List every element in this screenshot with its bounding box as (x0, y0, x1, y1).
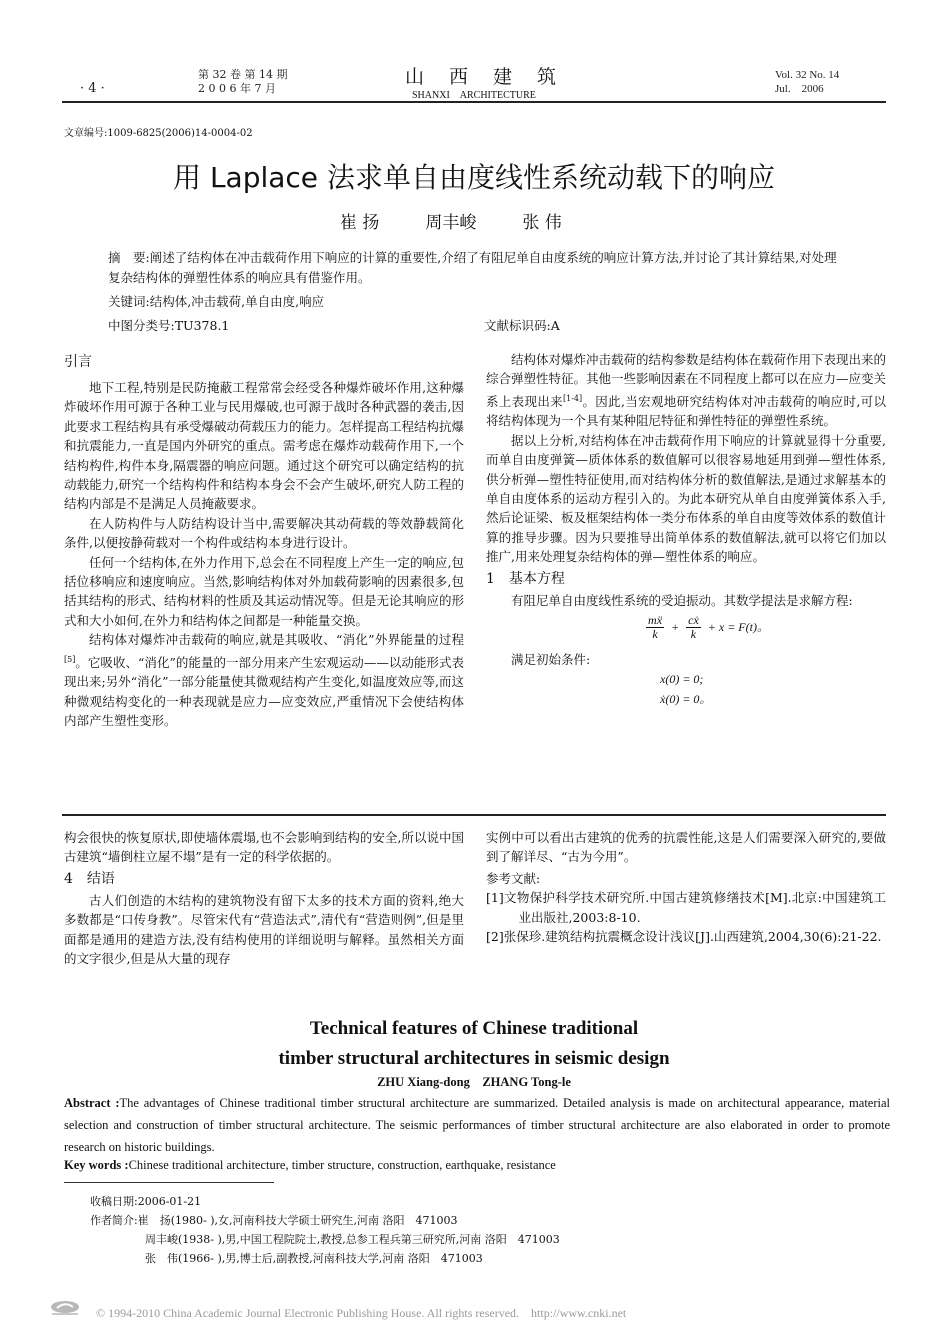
citation: [1-4] (563, 393, 583, 403)
equation-fraction-1: $\frac{\text{mẍ}}{k}$ (648, 613, 663, 642)
section-4-title: 4 结语 (64, 870, 115, 887)
received-date: 收稿日期:2006-01-21 (90, 1195, 202, 1208)
abstract-text: 阐述了结构体在冲击载荷作用下响应的计算的重要性,介绍了有阻尼单自由度系统的响应计算方法,并讨论了其计算结果,对处理复杂结构体的弹塑性体系的响应具有借鉴作用。 (108, 250, 837, 285)
equation-of-motion: $\frac{\text{mẍ}}{k}$ + $\frac{\text{cẋ}}{k}$ + x = F(t)。 (648, 613, 769, 642)
conclusion-end: 实例中可以看出古建筑的优秀的抗震性能,这是人们需要深入研究的,要做到了解详尽、“古为今用”。 (486, 830, 886, 865)
date-cn: 2 0 0 6 年 7 月 (198, 82, 276, 95)
conclusion-continued: 构会很快的恢复原状,即使墙体震塌,也不会影响到结构的安全,所以说中国古建筑“墙倒柱立屋不塌”是有一定的科学依据的。 (64, 830, 464, 865)
english-title-line-2: timber structural architectures in seismic design (278, 1048, 670, 1069)
conclusion-paragraph: 古人们创造的木结构的建筑物没有留下太多的技术方面的资料,绝大多数都是“口传身教”。尽管宋代有“营造法式”,清代有“营造则例”,但是里面都是通用的建造方法,没有结构使用的详细说明与解释。虽然相关方面的文字很少,但是从大量的现存 (64, 892, 464, 967)
abstract-label: 摘 要: (108, 250, 150, 265)
english-title-line-1: Technical features of Chinese traditional (309, 1018, 639, 1039)
lower-right-column (486, 828, 886, 946)
bio-3: 张 伟(1966- ),男,博士后,副教授,河南科技大学,河南 洛阳 471003 (145, 1252, 483, 1265)
citation: [5] (64, 654, 76, 664)
cnki-logo (48, 1300, 82, 1316)
intro-paragraph-1: 地下工程,特别是民防掩蔽工程常常会经受各种爆炸破坏作用,这种爆炸破坏作用可源于各种工业与民用爆破,也可源于战时各种武器的袭击,因此要求工程结构具有承受爆破动荷载压力的能力。怎样提高工程结构抗爆和抗震能力,一直是国内外研究的重点。需考虑在爆炸动载荷作用下,一个结构构件,构件本身,隔震器的响应问题。通过这个研究可以确定结构的抗动载能力,研究一个结构构件和结构本身会不会产生破坏,研究人防工程的结构内部是不是满足人员掩蔽要求。 (64, 380, 465, 512)
journal-name-cn: 山 西 建 筑 (405, 66, 560, 88)
author-list (340, 208, 562, 233)
english-authors: ZHU Xiang-dong ZHANG Tong-le (377, 1075, 571, 1089)
author-1: 崔 扬 (340, 213, 380, 233)
reference-1: [1]文物保护科学技术研究所.中国古建筑修缮技术[M].北京:中国建筑工业出版社,2003:8-10. (486, 890, 886, 925)
intro-paragraph-4: 结构体对爆炸冲击载荷的响应,就是其吸收、“消化”外界能量的过程[5]。它吸收、“消化”的能量的一部分用来产生宏观运动——以动能形式表现出来;另外“消化”一部分能量使其微观结构产生变化,如温度效应等,而这种微观结构变化的一种表现就是应力—应变效应,严重情况下会使结构体内部产生塑性变形。 (64, 632, 464, 729)
clc-number: 中图分类号:TU378.1 (108, 318, 230, 333)
journal-name-en: SHANXI ARCHITECTURE (412, 90, 536, 101)
english-keywords: Key words :Chinese traditional architecture, timber structure, construction, earthquake, resistance (64, 1158, 556, 1172)
equation-fraction-2: $\frac{\text{cẋ}}{k}$ (688, 613, 699, 642)
english-abstract-text: The advantages of Chinese traditional timber structural architecture are summarized. Detailed analysis is made on architectural appearance, material selection and construction of timber structural architecture. The seismic performances of timber structural architecture are also elaborated in order to promote research on historic buildings. (64, 1096, 890, 1154)
keywords-cn: 关键词:结构体,冲击载荷,单自由度,响应 (108, 294, 325, 309)
section-intro-title: 引言 (64, 354, 92, 370)
volume-cn: 第 32 卷 第 14 期 (198, 68, 288, 81)
author-2: 周丰峻 (425, 213, 477, 233)
intro-paragraph-2: 在人防构件与人防结构设计当中,需要解决其动荷载的等效静载简化条件,以便按静荷载对一个构件或结构本身进行设计。 (64, 515, 464, 551)
date-en: Jul. 2006 (775, 83, 824, 95)
right-column (486, 350, 886, 709)
volume-en: Vol. 32 No. 14 (775, 69, 840, 81)
body-paragraph-3: 有阻尼单自由度线性系统的受迫振动。其数学提法是求解方程: (511, 592, 853, 608)
bio-1: 崔 扬(1980- ),女,河南科技大学硕士研究生,河南 洛阳 471003 (137, 1214, 458, 1227)
copyright-notice: © 1994-2010 China Academic Journal Electronic Publishing House. All rights reserved. http://www.cnki.net (96, 1306, 627, 1320)
english-title (62, 1014, 886, 1074)
page-number: · 4 · (80, 81, 105, 96)
article-number: 文章编号:1009-6825(2006)14-0004-02 (64, 128, 253, 139)
author-3: 张 伟 (522, 213, 562, 233)
section-divider (62, 814, 886, 816)
body-paragraph-2: 据以上分析,对结构体在冲击载荷作用下响应的计算就显得十分重要,而单自由度弹簧—质体体系的数值解可以很容易地延用到弹—塑性体系,供分析弹—塑性特征使用,而对结构体分析的数值解法,是通过求解基本的单自由度体系的运动方程引入的。为此本研究从单自由度弹簧体系入手,然后论证梁、板及框架结构体一类分布体系的单自由度等效体系的数值计算的推导步骤。因为只要推导出简单体系的数值解法,就可以将它们加以推广,用来处理复杂结构体的弹—塑性体系的响应。 (486, 432, 887, 565)
paper-title: 用 Laplace 法求单自由度线性系统动载下的响应 (173, 161, 775, 194)
lower-left-column (64, 828, 464, 968)
english-abstract (64, 1092, 890, 1158)
footnotes (90, 1192, 560, 1268)
reference-2: [2]张保珍.建筑结构抗震概念设计浅议[J].山西建筑,2004,30(6):21-22. (486, 929, 882, 945)
intro-paragraph-3: 任何一个结构体,在外力作用下,总会在不同程度上产生一定的响应,包括位移响应和速度响应。当然,影响结构体对外加载荷影响的因素很多,包括其结构的形式、结构材料的性质及其运动情况等。但是无论其响应的形式和大小如何,在外力和结构体之间都是一种能量交换。 (64, 554, 465, 628)
references-label: 参考文献: (486, 870, 541, 886)
abstract-block (108, 248, 848, 287)
left-column (64, 350, 464, 730)
initial-conditions-label: 满足初始条件: (511, 652, 591, 668)
footnote-rule (64, 1182, 274, 1183)
english-abstract-label: Abstract : (64, 1096, 120, 1110)
bio-2: 周丰峻(1938- ),男,中国工程院院士,教授,总参工程兵第三研究所,河南 洛阳 471003 (145, 1233, 560, 1246)
bio-label: 作者简介: (90, 1214, 138, 1227)
initial-condition-1: x(0) = 0; (660, 672, 704, 687)
section-1-title: 1 基本方程 (486, 570, 565, 587)
initial-condition-2: ẋ(0) = 0。 (660, 692, 712, 707)
document-code: 文献标识码:A (484, 318, 560, 333)
body-paragraph-1: 结构体对爆炸冲击载荷的结构参数是结构体在载荷作用下表现出来的综合弹塑性特征。其他一些影响因素在不同程度上都可以在应力—应变关系上表现出来[1-4]。因此,当宏观地研究结构体对冲击载荷的响应时,可以将结构体现为一个具有某种阻尼特征和弹性特征的弹塑性系统。 (486, 352, 887, 429)
header-rule (62, 101, 886, 103)
